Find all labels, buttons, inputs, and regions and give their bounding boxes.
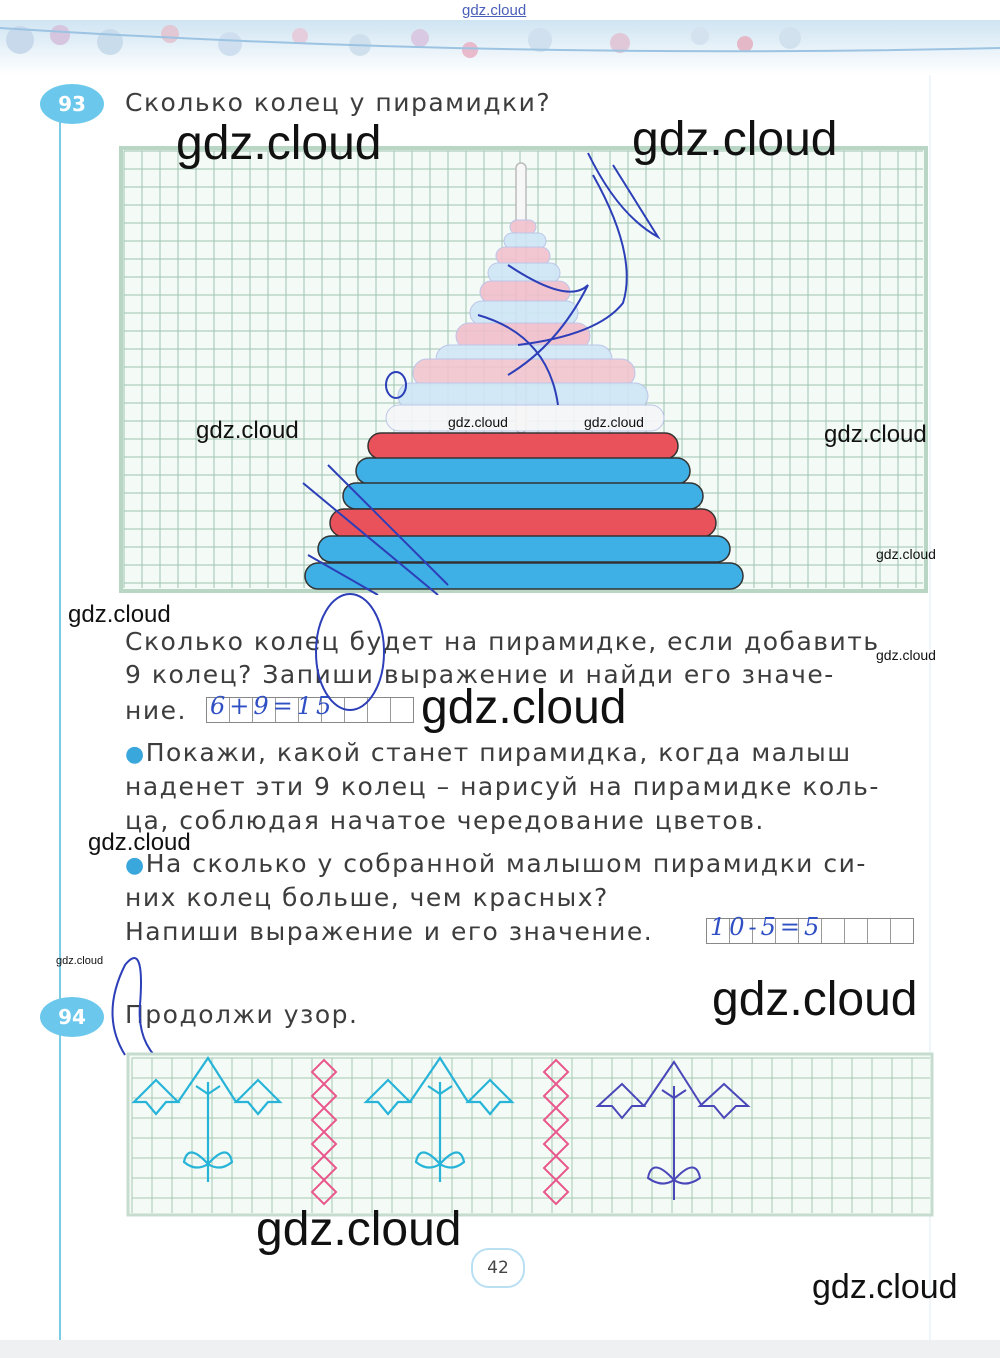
watermark: gdz.cloud bbox=[712, 973, 918, 1026]
answer-1-handwritten: 6+9=15 bbox=[210, 692, 336, 720]
watermark: gdz.cloud bbox=[196, 417, 299, 444]
watermark: gdz.cloud bbox=[88, 829, 191, 856]
watermark: gdz.cloud bbox=[462, 2, 527, 19]
question-2-line-2: наденет эти 9 колец – нарисуй на пирамидке коль- bbox=[125, 772, 880, 801]
bullet-icon: ● bbox=[125, 742, 146, 767]
task-number: 94 bbox=[58, 1005, 86, 1029]
question-3-line-3: Напиши выражение и его значение. bbox=[125, 917, 654, 946]
question-2-line-3: ца, соблюдая начатое чередование цветов. bbox=[125, 806, 765, 835]
watermark: gdz.cloud bbox=[68, 601, 171, 628]
answer-2-handwritten: 10-5=5 bbox=[710, 913, 824, 941]
watermark: gdz.cloud bbox=[584, 414, 644, 430]
task-title: Сколько колец у пирамидки? bbox=[125, 88, 552, 117]
question-1-line-1: Сколько колец будет на пирамидке, если добавить bbox=[125, 627, 880, 656]
watermark: gdz.cloud bbox=[824, 421, 927, 448]
question-2-text: Покажи, какой станет пирамидка, когда малыш bbox=[145, 738, 852, 767]
watermark: gdz.cloud bbox=[812, 1268, 958, 1306]
task-number-badge bbox=[40, 84, 104, 124]
watermark: gdz.cloud bbox=[176, 117, 382, 170]
pattern-figure bbox=[126, 1052, 934, 1217]
watermark: gdz.cloud bbox=[876, 546, 936, 562]
bullet-icon: ● bbox=[125, 853, 146, 878]
question-1-line-3: ние. bbox=[125, 696, 187, 725]
question-1-line-2: 9 колец? Запиши выражение и найди его значе- bbox=[125, 660, 835, 689]
watermark: gdz.cloud bbox=[56, 955, 104, 967]
watermark: gdz.cloud bbox=[256, 1203, 462, 1256]
watermark: gdz.cloud bbox=[421, 681, 627, 734]
pen-ellipse-1 bbox=[300, 590, 400, 720]
question-2-line-1 bbox=[125, 738, 852, 767]
question-3-text: На сколько у собранной малышом пирамидки си- bbox=[145, 849, 867, 878]
pyramid-figure bbox=[118, 145, 930, 595]
question-3-line-2: них колец больше, чем красных? bbox=[125, 883, 609, 912]
page-number bbox=[471, 1248, 525, 1288]
watermark: gdz.cloud bbox=[876, 647, 936, 663]
task-number: 93 bbox=[58, 92, 86, 116]
question-3-line-1 bbox=[125, 849, 867, 878]
task-title: Продолжи узор. bbox=[125, 1000, 359, 1029]
watermark: gdz.cloud bbox=[632, 113, 838, 166]
page-number-text: 42 bbox=[487, 1258, 509, 1278]
watermark: gdz.cloud bbox=[448, 414, 508, 430]
